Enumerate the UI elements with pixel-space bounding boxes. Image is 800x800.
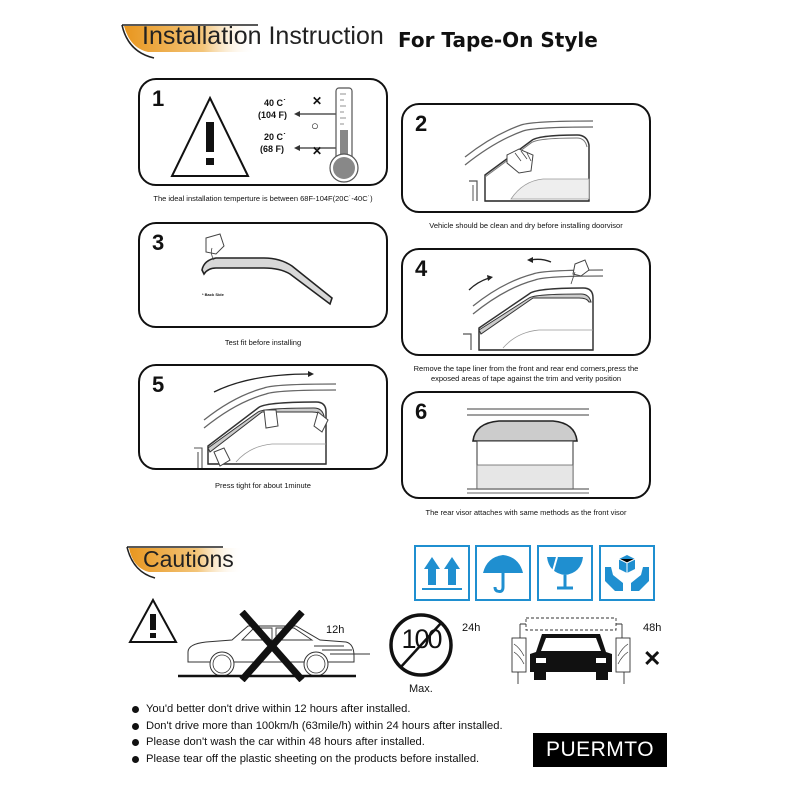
cautions-header	[125, 544, 265, 584]
back-side-note: * Back Side	[202, 292, 224, 297]
step-6-panel	[401, 391, 651, 499]
no-wash-hours: 48h	[643, 622, 662, 634]
step-3-caption: Test fit before installing	[224, 338, 302, 347]
step-number: 3	[152, 230, 165, 255]
header-subtitle: For Tape-On Style	[398, 28, 598, 52]
mark-high-x-icon: ✕	[312, 94, 323, 108]
rear-door-frame-icon	[467, 409, 589, 493]
speed-hours: 24h	[462, 622, 481, 634]
caution-warning-triangle-icon	[128, 596, 178, 646]
temp-high-f: (104 F)	[258, 110, 288, 120]
warning-triangle-icon	[172, 98, 248, 176]
speed-max-label: Max.	[409, 683, 433, 695]
step-3-illustration	[140, 224, 390, 330]
cautions-title: Cautions	[143, 546, 234, 572]
step-4-panel	[401, 248, 651, 356]
speed-limit-value: 100	[401, 624, 441, 654]
step-2-caption: Vehicle should be clean and dry before installing doorvisor	[429, 221, 623, 230]
caution-item: Please don't wash the car within 48 hours after installed.	[130, 734, 503, 751]
step-number: 2	[415, 111, 428, 136]
thermometer-icon	[330, 88, 358, 182]
caution-item: Don't drive more than 100km/h (63mile/h) within 24 hours after installed.	[130, 718, 503, 735]
step-2-panel	[401, 103, 651, 213]
car-wash-icon	[506, 614, 636, 684]
step-number: 6	[415, 399, 428, 424]
step-1-caption: The ideal installation temperture is between 68F-104F(20C˙-40C˙)	[153, 194, 373, 203]
temp-high-c: 40 C˙	[264, 98, 287, 108]
peel-arrow-icon	[469, 257, 551, 290]
brand-logo: PUERMTO	[533, 733, 667, 767]
this-way-up-icon	[414, 545, 470, 601]
step-number: 4	[415, 256, 428, 281]
mark-low-x-icon: ✕	[312, 144, 323, 158]
installation-header	[118, 18, 598, 68]
step-6-illustration	[403, 393, 653, 501]
step-3-panel	[138, 222, 388, 328]
mark-ok-circle-icon: ○	[311, 118, 319, 133]
step-number: 1	[152, 86, 165, 111]
caution-item: You'd better don't drive within 12 hours after installed.	[130, 701, 503, 718]
handle-with-care-icon	[599, 545, 655, 601]
header-title: Installation Instruction	[142, 22, 384, 50]
step-4-caption: Remove the tape liner from the front and rear end corners,press the exposed areas of tape against the trim and verity position	[413, 364, 639, 383]
keep-dry-umbrella-icon	[475, 545, 531, 601]
temp-low-f: (68 F)	[260, 144, 285, 154]
step-5-illustration	[140, 366, 390, 472]
no-drive-hours: 12h	[326, 624, 345, 636]
no-drive-car-icon	[176, 610, 376, 682]
step-5-panel	[138, 364, 388, 470]
step-4-illustration	[403, 250, 653, 358]
step-1-panel	[138, 78, 388, 186]
step-number: 5	[152, 372, 165, 397]
step-2-illustration	[403, 105, 653, 215]
step-6-caption: The rear visor attaches with same methods as the front visor	[425, 508, 627, 517]
fragile-glass-icon	[537, 545, 593, 601]
step-5-caption: Press tight for about 1minute	[215, 481, 311, 490]
hand-icon	[206, 234, 224, 260]
visor-icon	[202, 258, 332, 304]
caution-list	[130, 701, 503, 767]
no-wash-x-icon: ✕	[643, 646, 662, 671]
caution-item: Please tear off the plastic sheeting on the products before installed.	[130, 751, 503, 768]
temp-low-c: 20 C˙	[264, 132, 287, 142]
